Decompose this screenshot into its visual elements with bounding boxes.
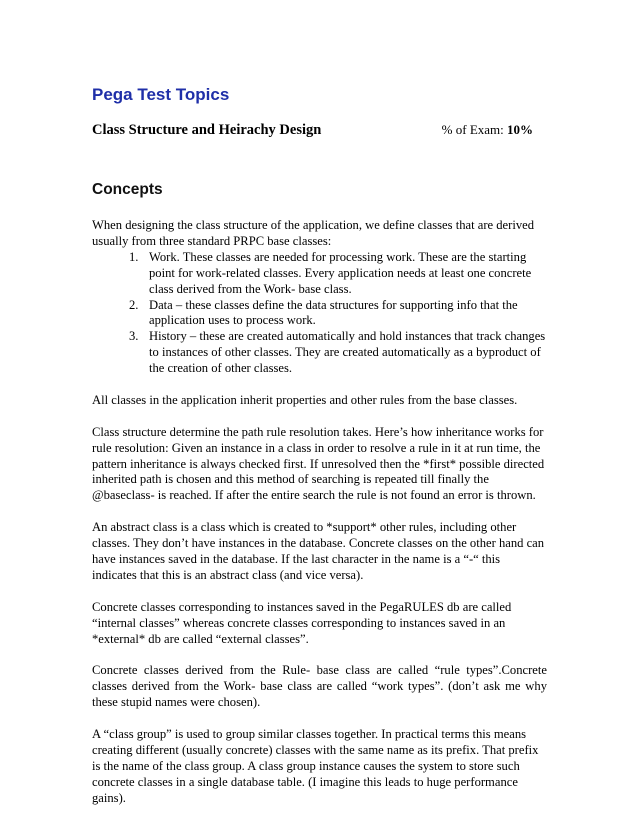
- list-item-number: 3.: [129, 329, 139, 344]
- topic-header: [92, 122, 547, 142]
- paragraph-inheritance: All classes in the application inherit properties and other rules from the base classes.: [92, 392, 518, 407]
- list-item: [92, 329, 547, 377]
- topic-title: Class Structure and Heirachy Design: [92, 122, 322, 138]
- list-item: [92, 298, 547, 330]
- list-item-text: Work. These classes are needed for processing work. These are the starting point for work-related classes. Every application needs at least one concrete class derived from the Work- base class.: [149, 249, 532, 296]
- base-class-list: [92, 250, 547, 377]
- section-heading: Concepts: [92, 181, 163, 198]
- list-item-number: 2.: [129, 297, 139, 312]
- list-item-number: 1.: [129, 249, 139, 264]
- paragraph-rule-work-types: Concrete classes derived from the Rule- base class are called “rule types”.Concrete classes derived from the Work- base class are called “work types”. (don’t ask me why these stupid names were chosen).: [92, 663, 547, 710]
- paragraph-abstract-class: An abstract class is a class which is created to *support* other rules, including other classes. They don’t have instances in the database. Concrete classes on the other hand can have instances saved in the database. If the last character in the name is a “-“ this indicates that this is an abstract class (and vice versa).: [92, 520, 545, 582]
- paragraph-rule-resolution: Class structure determine the path rule resolution takes. Here’s how inheritance works for rule resolution: Given an instance in a class in order to resolve a rule in it at run time, the pattern inheritance is always checked first. If unresolved then the *first* possible directed inherited path is chosen and this method of searching is repeated till finally the @baseclass- is reached. If after the entire search the rule is not found an error is thrown.: [92, 424, 545, 503]
- paragraph-internal-external: Concrete classes corresponding to instances saved in the PegaRULES db are called “internal classes” whereas concrete classes corresponding to instances saved in an *external* db are called “external classes”.: [92, 599, 512, 646]
- list-item-text: Data – these classes define the data structures for supporting info that the application uses to process work.: [149, 297, 518, 328]
- list-item: [92, 250, 547, 298]
- intro-paragraph: When designing the class structure of the application, we define classes that are derived usually from three standard PRPC base classes:: [92, 218, 535, 248]
- document-body: [92, 218, 547, 822]
- exam-weight: [442, 122, 533, 138]
- list-item-text: History – these are created automatically and hold instances that track changes to instances of other classes. They are created automatically as a byproduct of the creation of other classes.: [149, 329, 546, 376]
- exam-weight-label: % of Exam:: [441, 122, 504, 137]
- page-title: Pega Test Topics: [92, 85, 230, 104]
- paragraph-class-group: A “class group” is used to group similar classes together. In practical terms this means creating different (usually concrete) classes with the same name as its prefix. That prefix is the name of the class group. A class group instance causes the system to store such concrete classes in a single database table. (I imagine this leads to huge performance gains).: [92, 726, 539, 805]
- exam-weight-value: 10%: [507, 122, 533, 137]
